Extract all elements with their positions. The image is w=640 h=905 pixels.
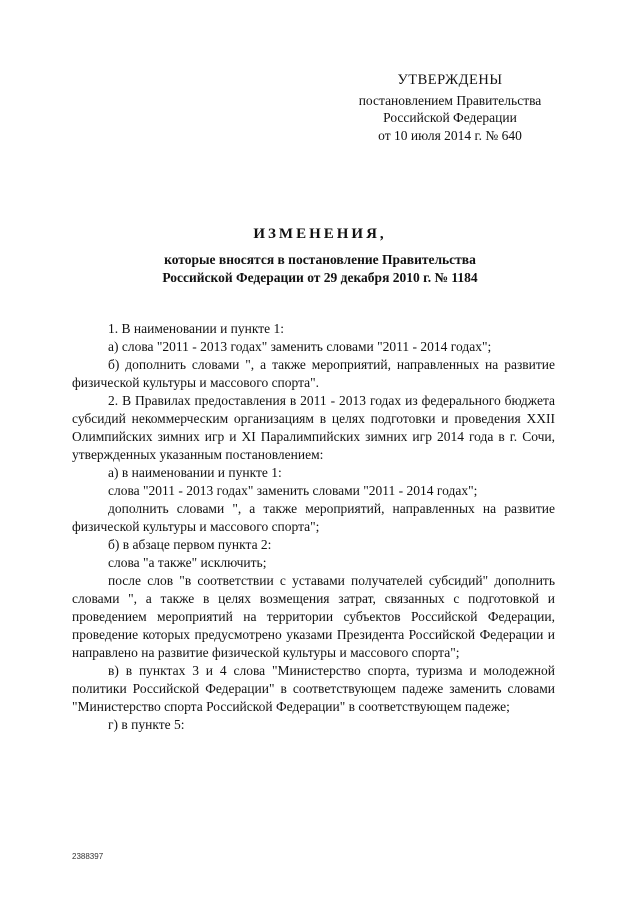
paragraph: 2. В Правилах предоставления в 2011 - 2013 годах из федерального бюджета субсидий некоммерческим организациям в целях подготовки и проведения XXII Олимпийских зимних игр и XI Паралимпийских зимних игр 2014 года в г. Сочи, утвержденных указанным постановлением: xyxy=(72,393,555,462)
approval-date-line: от 10 июля 2014 г. № 640 xyxy=(378,127,522,143)
paragraph: а) слова "2011 - 2013 годах" заменить словами "2011 - 2014 годах"; xyxy=(108,339,492,354)
paragraph: г) в пункте 5: xyxy=(108,717,185,732)
paragraph: б) дополнить словами ", а также мероприятий, направленных на развитие физической культуры и массового спорта". xyxy=(72,357,555,390)
paragraph: 1. В наименовании и пункте 1: xyxy=(108,321,285,336)
paragraph: в) в пунктах 3 и 4 слова "Министерство спорта, туризма и молодежной политики Российской Федерации" в соответствующем падеже заменить словами "Министерство спорта Российской Федерации" в соответствующем падеже; xyxy=(72,663,555,714)
paragraph: дополнить словами ", а также мероприятий, направленных на развитие физической культуры и массового спорта"; xyxy=(72,501,555,534)
document-subtitle-line: Российской Федерации от 29 декабря 2010 г. № 1184 xyxy=(162,270,478,285)
paragraph: слова "2011 - 2013 годах" заменить словами "2011 - 2014 годах"; xyxy=(108,483,478,498)
paragraph: б) в абзаце первом пункта 2: xyxy=(108,537,272,552)
approval-line: постановлением Правительства xyxy=(358,92,542,108)
document-body xyxy=(72,320,555,734)
approval-block xyxy=(300,72,600,144)
approval-line: Российской Федерации xyxy=(383,110,517,125)
paragraph: а) в наименовании и пункте 1: xyxy=(108,465,282,480)
paragraph: после слов "в соответствии с уставами получателей субсидий" дополнить словами ", а также в целях возмещения затрат, связанных с подготовкой и проведением мероприятий на территории субъектов Российской Федерации, проведение которых предусмотрено указами Президента Российской Федерации и направлено на развитие физической культуры и массового спорта"; xyxy=(72,573,555,660)
paragraph: слова "а также" исключить; xyxy=(108,555,267,570)
document-subtitle-line: которые вносятся в постановление Правительства xyxy=(164,252,476,267)
approval-title: УТВЕРЖДЕНЫ xyxy=(397,72,503,88)
footer-doc-number: 2388397 xyxy=(72,852,104,861)
document-title: ИЗМЕНЕНИЯ, xyxy=(253,226,387,242)
document-heading xyxy=(60,226,580,287)
